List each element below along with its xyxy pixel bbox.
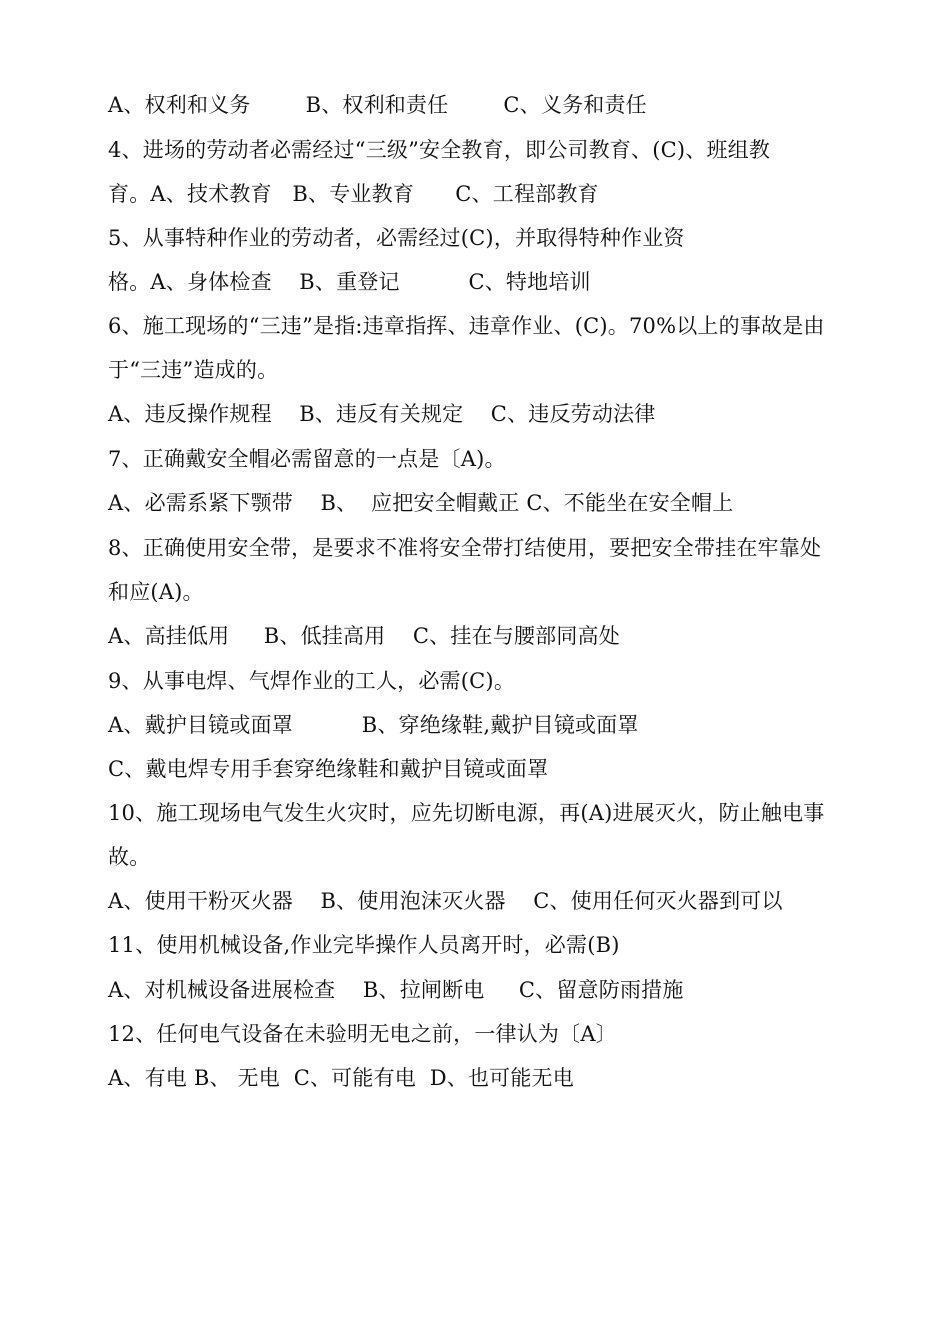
q9-options-line-2: C、戴电焊专用手套穿绝缘鞋和戴护目镜或面罩 [108, 757, 549, 781]
q9-question: 9、从事电焊、气焊作业的工人，必需(C)。 [108, 669, 516, 693]
q11-options: A、对机械设备进展检查 B、拉闸断电 C、留意防雨措施 [108, 978, 684, 1002]
q12-question: 12、任何电气设备在未验明无电之前，一律认为〔A〕 [108, 1022, 617, 1046]
q10-question-line-2: 故。 [108, 845, 151, 869]
q6-options: A、违反操作规程 B、违反有关规定 C、违反劳动法律 [108, 402, 656, 426]
q3-options: A、权利和义务 B、权利和责任 C、义务和责任 [108, 93, 647, 117]
q5-question-line-1: 5、从事特种作业的劳动者，必需经过(C)，并取得特种作业资 [108, 226, 685, 250]
q6-question-line-1: 6、施工现场的“三违”是指:违章指挥、违章作业、(C)。70%以上的事故是由 [108, 314, 825, 338]
q8-question-line-1: 8、正确使用安全带，是要求不准将安全带打结使用，要把安全带挂在牢靠处 [108, 536, 822, 560]
q4-question-line-2: 育。A、技术教育 B、专业教育 C、工程部教育 [108, 182, 599, 206]
q9-options-line-1: A、戴护目镜或面罩 B、穿绝缘鞋,戴护目镜或面罩 [108, 713, 639, 737]
q12-options: A、有电 B、 无电 C、可能有电 D、也可能无电 [108, 1066, 574, 1090]
q4-question-line-1: 4、进场的劳动者必需经过“三级”安全教育，即公司教育、(C)、班组教 [108, 138, 771, 162]
q7-question: 7、正确戴安全帽必需留意的一点是〔A)。 [108, 447, 506, 471]
q10-question-line-1: 10、施工现场电气发生火灾时，应先切断电源，再(A)进展灭火，防止触电事 [108, 801, 825, 825]
q8-options: A、高挂低用 B、低挂高用 C、挂在与腰部同高处 [108, 624, 620, 648]
q7-options: A、必需系紧下颚带 B、 应把安全帽戴正 C、不能坐在安全帽上 [108, 491, 734, 515]
q10-options: A、使用干粉灭火器 B、使用泡沫灭火器 C、使用任何灭火器到可以 [108, 889, 783, 913]
q8-question-line-2: 和应(A)。 [108, 580, 204, 604]
q11-question: 11、使用机械设备,作业完毕操作人员离开时，必需(B) [108, 933, 620, 957]
q6-question-line-2: 于“三违”造成的。 [108, 358, 279, 382]
q5-question-line-2: 格。A、身体检查 B、重登记 C、特地培训 [108, 270, 591, 294]
